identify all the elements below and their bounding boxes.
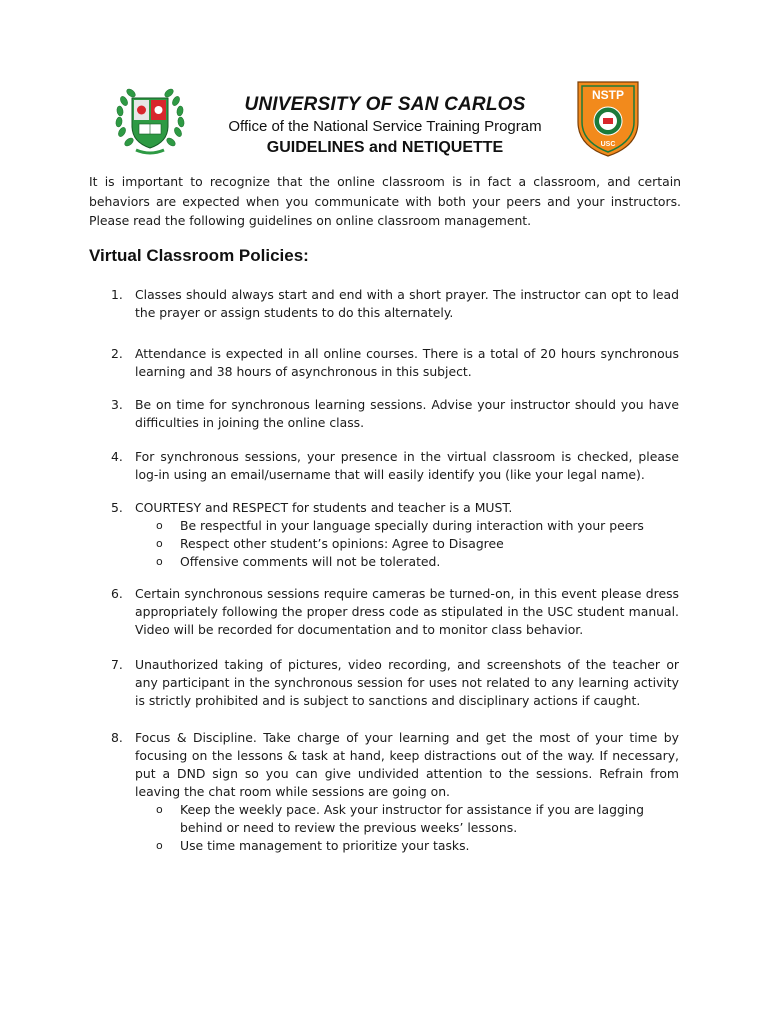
policy-item — [111, 396, 679, 432]
policy-text: Attendance is expected in all online courses. There is a total of 20 hours synchronous learning and 38 hours of asynchronous in this subject. — [135, 346, 679, 379]
document-header — [190, 93, 580, 158]
nstp-badge-bottom-text: USC — [600, 141, 616, 148]
policy-item — [111, 585, 679, 639]
intro-paragraph: It is important to recognize that the online classroom is in fact a classroom, and certain behaviors are expected when you communicate with both your peers and your instructors. Please read the following guidelines on online classroom management. — [89, 174, 681, 228]
nstp-badge-logo — [574, 78, 642, 158]
university-name: UNIVERSITY OF SAN CARLOS — [244, 94, 526, 115]
bullet-circle-icon: o — [156, 519, 163, 532]
nstp-badge-text: NSTP — [591, 88, 625, 102]
policy-text: Be on time for synchronous learning sessions. Advise your instructor should you have difficulties in joining the online class. — [135, 397, 679, 430]
bullet-circle-icon: o — [156, 803, 163, 816]
section-heading: Virtual Classroom Policies: — [89, 246, 309, 265]
sub-bullet-text: Offensive comments will not be tolerated. — [180, 554, 441, 569]
policy-number: 2. — [111, 346, 123, 361]
policy-number: 6. — [111, 586, 123, 601]
sub-bullet-item — [135, 517, 679, 535]
bullet-circle-icon: o — [156, 537, 163, 550]
policy-item — [111, 286, 679, 322]
sub-bullet-item — [135, 801, 679, 837]
sub-bullet-text: Be respectful in your language specially during interaction with your peers — [180, 518, 644, 533]
policy-text: Certain synchronous sessions require cameras be turned-on, in this event please dress appropriately following the proper dress code as stipulated in the USC student manual. Video will be recorded for documentation and to monitor class behavior. — [135, 586, 679, 637]
policy-number: 8. — [111, 730, 123, 745]
policy-number: 1. — [111, 287, 123, 302]
bullet-circle-icon: o — [156, 555, 163, 568]
office-name: Office of the National Service Training Program — [228, 118, 542, 135]
policy-number: 7. — [111, 657, 123, 672]
sub-bullet-text: Respect other student’s opinions: Agree to Disagree — [180, 536, 504, 551]
policy-number: 4. — [111, 449, 123, 464]
policy-item — [111, 345, 679, 381]
sub-bullet-item — [135, 553, 679, 571]
document-title: GUIDELINES and NETIQUETTE — [266, 139, 504, 156]
policy-item — [111, 448, 679, 484]
policy-text: COURTESY and RESPECT for students and teacher is a MUST. — [135, 500, 513, 515]
policy-text: Classes should always start and end with a short prayer. The instructor can opt to lead the prayer or assign students to do this alternately. — [135, 287, 679, 320]
sub-bullet-item — [135, 535, 679, 553]
sub-bullet-text: Use time management to prioritize your tasks. — [180, 838, 470, 853]
sub-bullet-item — [135, 837, 679, 855]
policy-text: Focus & Discipline. Take charge of your learning and get the most of your time by focusing on the lessons & task at hand, keep distractions out of the way. If necessary, put a DND sign so you can give undivided attention to the sessions. Refrain from leaving the chat room while sessions are going on. — [135, 730, 679, 799]
usc-seal-logo — [112, 80, 188, 158]
policy-number: 5. — [111, 500, 123, 515]
bullet-circle-icon: o — [156, 839, 163, 852]
policy-number: 3. — [111, 397, 123, 412]
policy-text: For synchronous sessions, your presence in the virtual classroom is checked, please log-in using an email/username that will easily identify you (like your legal name). — [135, 449, 679, 482]
policy-item — [111, 499, 679, 571]
sub-bullet-text: Keep the weekly pace. Ask your instructor for assistance if you are lagging behind or need to review the previous weeks’ lessons. — [180, 802, 644, 835]
policy-item — [111, 729, 679, 855]
policy-text: Unauthorized taking of pictures, video recording, and screenshots of the teacher or any participant in the synchronous session for uses not related to any learning activity is strictly prohibited and is subject to sanctions and disciplinary actions if caught. — [135, 657, 679, 708]
policy-item — [111, 656, 679, 710]
